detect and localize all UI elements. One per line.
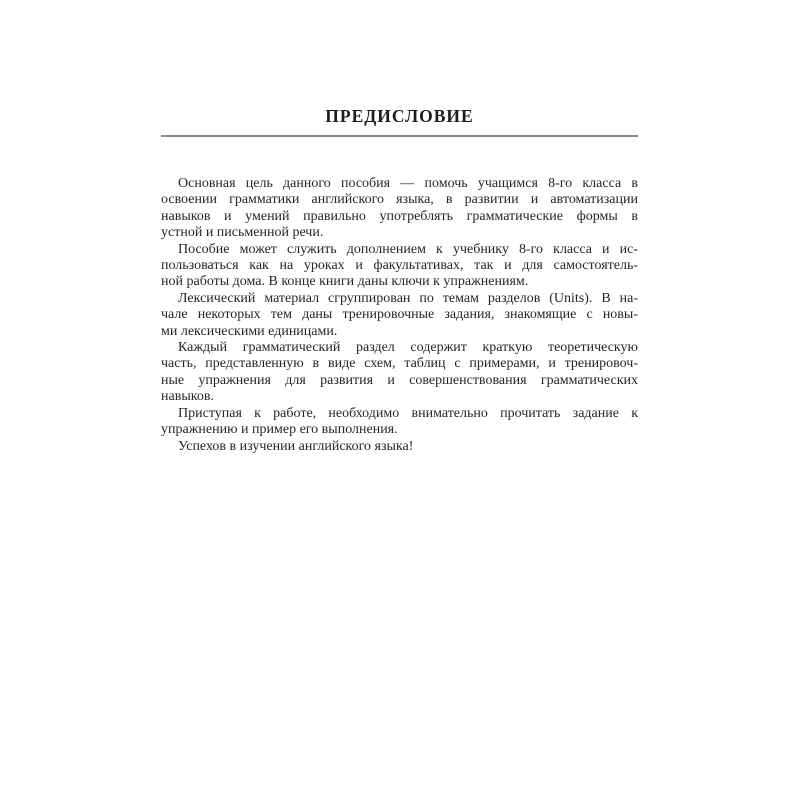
text-line: ми лексическими единицами. <box>161 323 338 339</box>
preface-text <box>161 176 638 455</box>
text-line: пользоваться как на уроках и факультативах, так и для самостоятель- <box>161 258 638 274</box>
text-line: Лексический материал сгруппирован по темам разделов (Units). В на- <box>178 290 638 306</box>
page-content <box>161 0 638 455</box>
text-line: Каждый грамматический раздел содержит краткую теоретическую <box>178 340 638 356</box>
text-line: навыков. <box>161 389 214 405</box>
text-line: освоении грамматики английского языка, в развитии и автоматизации <box>161 192 638 208</box>
title-rule <box>161 135 638 137</box>
text-line: ной работы дома. В конце книги даны ключи к упражнениям. <box>161 274 529 290</box>
text-line: Успехов в изучении английского языка! <box>178 438 414 454</box>
text-line: навыков и умений правильно употреблять грамматические формы в <box>161 208 638 224</box>
text-line: Приступая к работе, необходимо внимательно прочитать задание к <box>178 405 638 421</box>
text-line: ные упражнения для развития и совершенствования грамматических <box>161 372 638 388</box>
text-line: упражнению и пример его выполнения. <box>161 422 398 438</box>
page-title: ПРЕДИСЛОВИЕ <box>325 106 474 126</box>
text-line: устной и письменной речи. <box>161 225 324 241</box>
text-line: чале некоторых тем даны тренировочные задания, знакомящие с новы- <box>161 307 638 323</box>
text-line: Основная цель данного пособия — помочь учащимся 8-го класса в <box>178 176 638 191</box>
text-line: часть, представленную в виде схем, таблиц с примерами, и тренировоч- <box>161 356 638 372</box>
text-line: Пособие может служить дополнением к учебнику 8-го класса и ис- <box>178 241 638 257</box>
